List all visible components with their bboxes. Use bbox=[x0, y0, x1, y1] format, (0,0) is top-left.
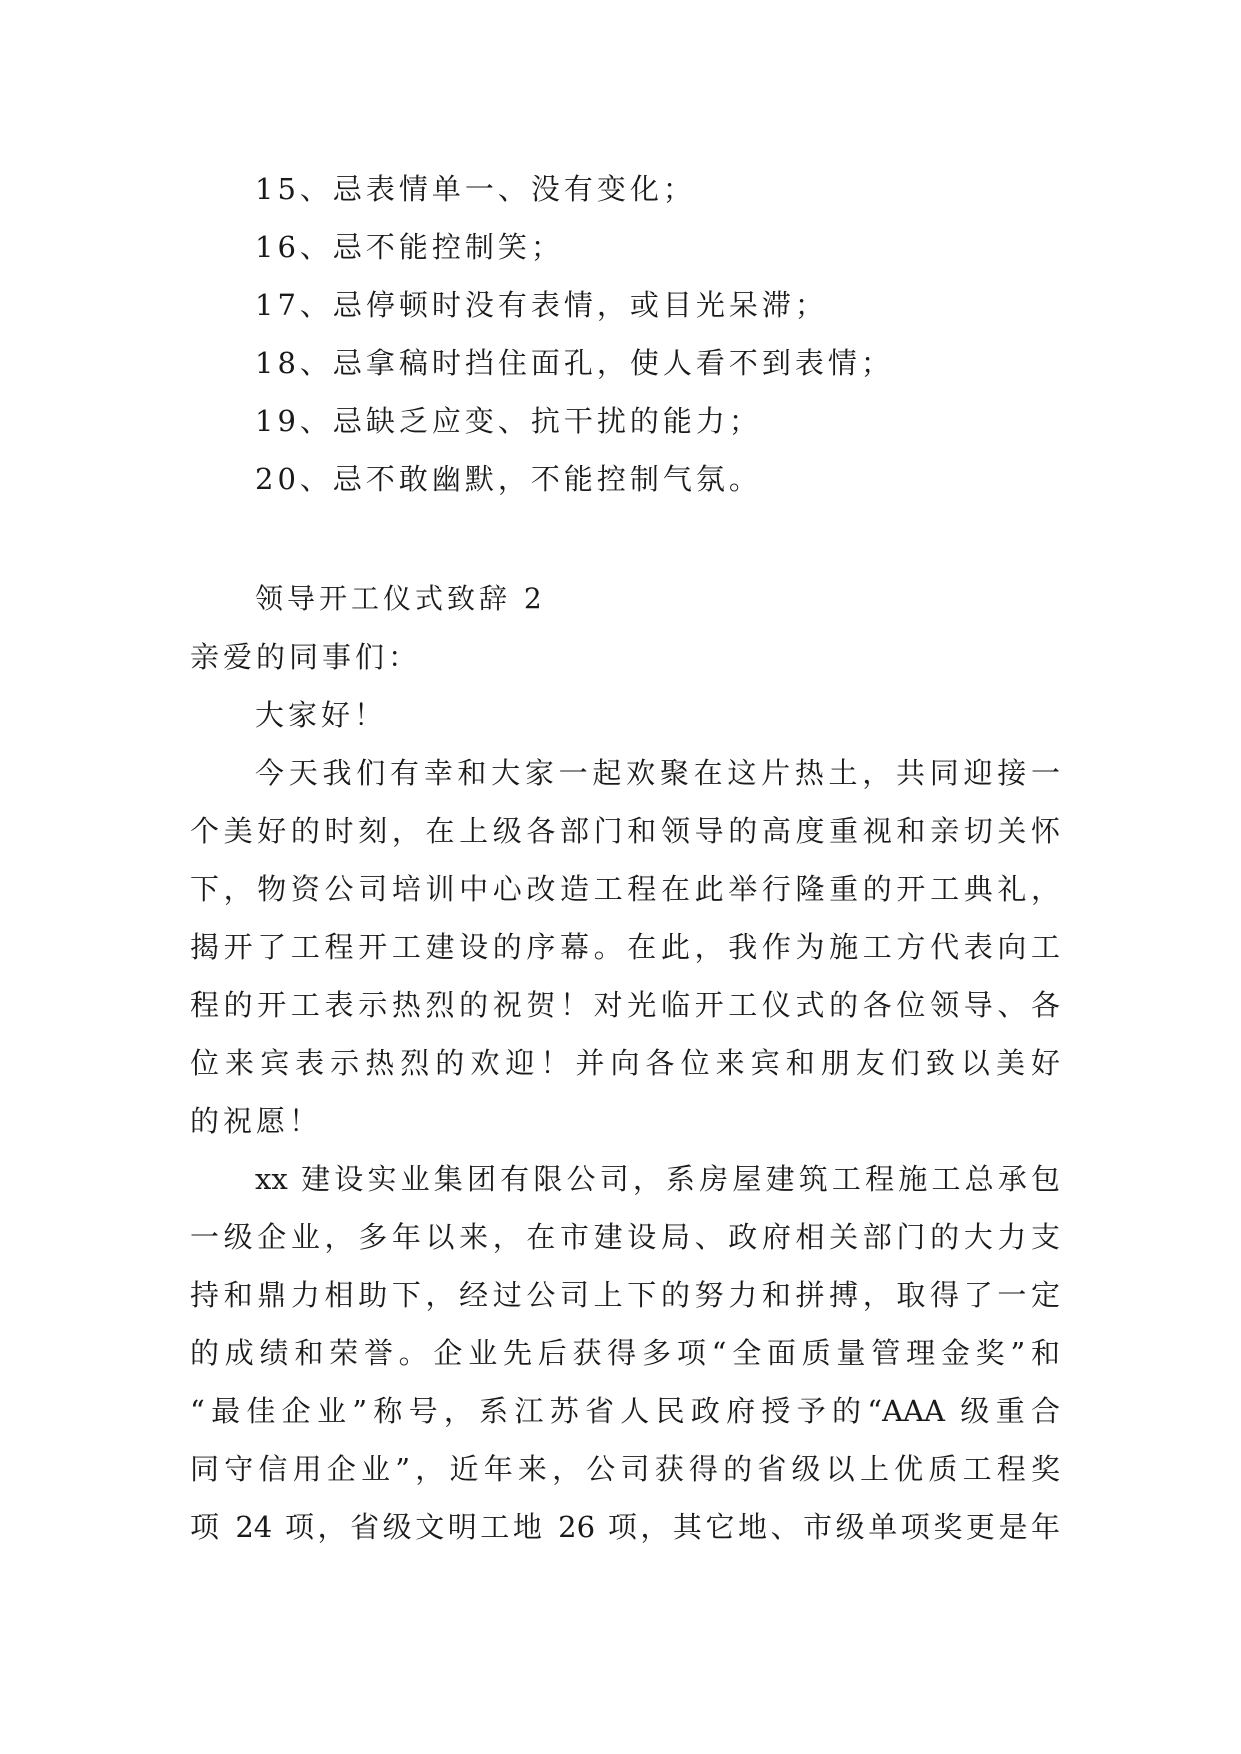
paragraph-line: 项 24 项，省级文明工地 26 项，其它地、市级单项奖更是年 bbox=[190, 1510, 1060, 1544]
list-item: 20、忌不敢幽默，不能控制气氛。 bbox=[255, 462, 762, 496]
paragraph-line: 揭开了工程开工建设的序幕。在此，我作为施工方代表向工 bbox=[190, 930, 1060, 964]
list-item: 17、忌停顿时没有表情，或目光呆滞； bbox=[255, 288, 828, 322]
list-item: 15、忌表情单一、没有变化； bbox=[255, 172, 696, 206]
paragraph-line: 同守信用企业”，近年来，公司获得的省级以上优质工程奖 bbox=[190, 1452, 1060, 1486]
salutation: 亲爱的同事们： bbox=[190, 640, 422, 674]
list-item: 18、忌拿稿时挡住面孔，使人看不到表情； bbox=[255, 346, 894, 380]
paragraph-line: 个美好的时刻，在上级各部门和领导的高度重视和亲切关怀 bbox=[190, 814, 1060, 848]
paragraph-line: xx 建设实业集团有限公司，系房屋建筑工程施工总承包 bbox=[255, 1162, 1060, 1196]
list-item: 16、忌不能控制笑； bbox=[255, 230, 564, 264]
paragraph-line: 今天我们有幸和大家一起欢聚在这片热土，共同迎接一 bbox=[255, 756, 1060, 790]
paragraph-line: 下，物资公司培训中心改造工程在此举行隆重的开工典礼， bbox=[190, 872, 1060, 906]
paragraph-line: 一级企业，多年以来，在市建设局、政府相关部门的大力支 bbox=[190, 1220, 1060, 1254]
paragraph-line: 的成绩和荣誉。企业先后获得多项“全面质量管理金奖”和 bbox=[190, 1336, 1060, 1370]
paragraph-line: 的祝愿！ bbox=[190, 1104, 323, 1138]
list-item: 19、忌缺乏应变、抗干扰的能力； bbox=[255, 404, 762, 438]
paragraph-line: 程的开工表示热烈的祝贺！对光临开工仪式的各位领导、各 bbox=[190, 988, 1060, 1022]
paragraph-line: 位来宾表示热烈的欢迎！并向各位来宾和朋友们致以美好 bbox=[190, 1046, 1060, 1080]
section-title: 领导开工仪式致辞 2 bbox=[255, 582, 546, 615]
greeting: 大家好！ bbox=[255, 698, 388, 732]
paragraph-line: 持和鼎力相助下，经过公司上下的努力和拼搏，取得了一定 bbox=[190, 1278, 1060, 1312]
paragraph-line: “最佳企业”称号，系江苏省人民政府授予的“AAA 级重合 bbox=[190, 1394, 1060, 1428]
